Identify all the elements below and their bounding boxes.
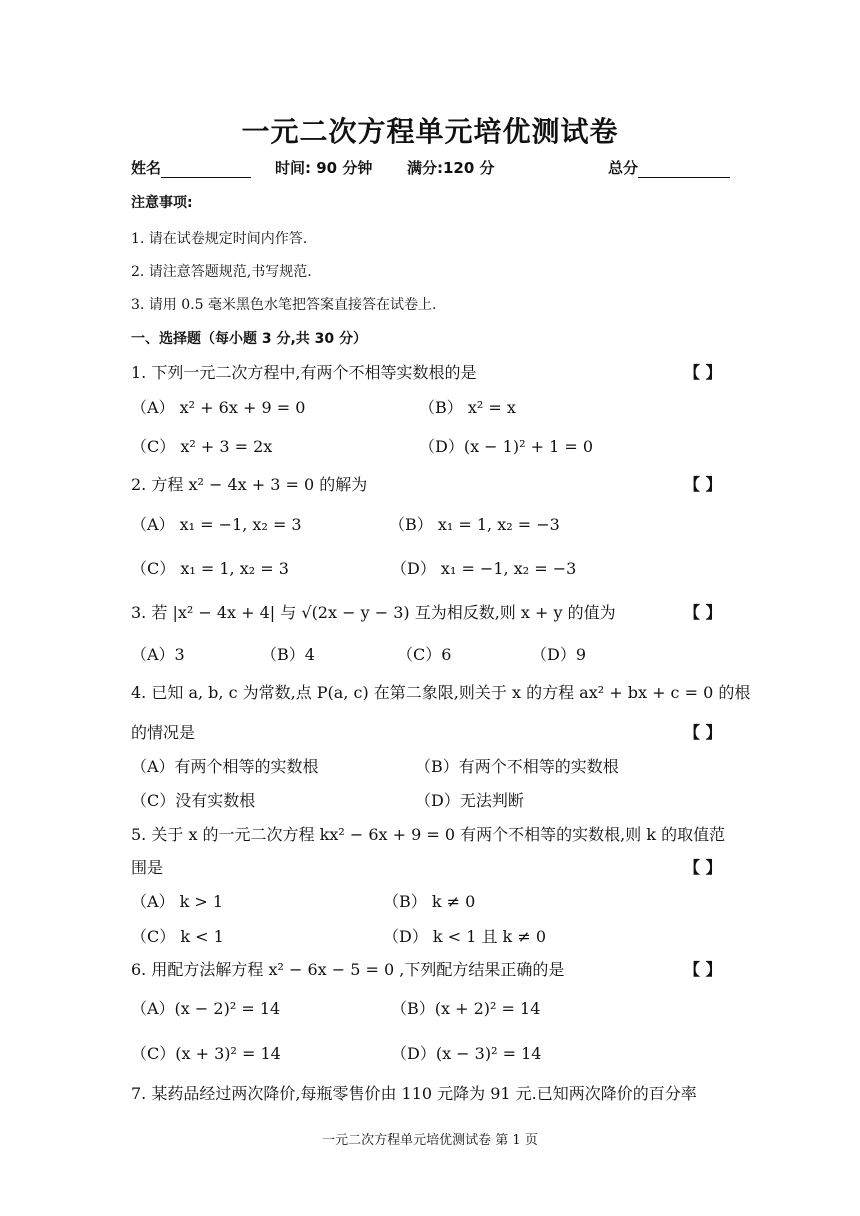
option-d: （D）无法判断 xyxy=(415,791,524,810)
question-stem: 7. 某药品经过两次降价,每瓶零售价由 110 元降为 91 元.已知两次降价的百分率 xyxy=(131,1084,697,1103)
name-field xyxy=(131,157,251,178)
option-a: （A） x² + 6x + 9 = 0 xyxy=(131,398,306,417)
option-a: （A） k > 1 xyxy=(131,892,224,911)
option-b: （B） x₁ = 1, x₂ = −3 xyxy=(389,515,560,534)
question-stem-continued: 的情况是 xyxy=(131,723,196,742)
name-label: 姓名 xyxy=(131,159,162,177)
option-d: （D） x₁ = −1, x₂ = −3 xyxy=(391,559,577,578)
option-d: （D）9 xyxy=(531,645,587,664)
option-c: （C）6 xyxy=(397,645,452,664)
question-stem: 4. 已知 a, b, c 为常数,点 P(a, c) 在第二象限,则关于 x 的方程 ax² + bx + c = 0 的根 xyxy=(131,683,751,702)
question-stem-continued: 围是 xyxy=(131,858,164,877)
option-c: （C）没有实数根 xyxy=(131,791,256,810)
option-b: （B）4 xyxy=(261,645,315,664)
notice-item: 3. 请用 0.5 毫米黑色水笔把答案直接答在试卷上. xyxy=(131,297,437,313)
exam-time: 时间: 90 分钟 xyxy=(275,159,373,177)
page-footer: 一元二次方程单元培优测试卷 第 1 页 xyxy=(322,1133,538,1148)
answer-bracket: 【 】 xyxy=(684,603,722,622)
option-c: （C） k < 1 xyxy=(131,927,224,946)
total-label: 总分 xyxy=(608,159,639,177)
question-stem: 2. 方程 x² − 4x + 3 = 0 的解为 xyxy=(131,475,368,494)
option-b: （B）有两个不相等的实数根 xyxy=(415,757,619,776)
option-a: （A）(x − 2)² = 14 xyxy=(131,999,281,1018)
page-title: 一元二次方程单元培优测试卷 xyxy=(241,115,619,148)
section-heading: 一、选择题（每小题 3 分,共 30 分） xyxy=(131,331,368,347)
full-score: 满分:120 分 xyxy=(407,159,495,177)
answer-bracket: 【 】 xyxy=(684,363,722,382)
notice-heading: 注意事项: xyxy=(131,195,193,211)
option-b: （B） k ≠ 0 xyxy=(383,892,476,911)
option-d: （D）(x − 3)² = 14 xyxy=(391,1044,542,1063)
option-a: （A）3 xyxy=(131,645,185,664)
option-b: （B） x² = x xyxy=(419,398,516,417)
option-c: （C）(x + 3)² = 14 xyxy=(131,1044,281,1063)
option-b: （B）(x + 2)² = 14 xyxy=(391,999,541,1018)
option-a: （A）有两个相等的实数根 xyxy=(131,757,319,776)
total-field xyxy=(608,157,730,178)
question-stem: 1. 下列一元二次方程中,有两个不相等实数根的是 xyxy=(131,363,477,382)
answer-bracket: 【 】 xyxy=(684,723,722,742)
option-d: （D）(x − 1)² + 1 = 0 xyxy=(419,437,594,456)
option-a: （A） x₁ = −1, x₂ = 3 xyxy=(131,515,302,534)
total-blank xyxy=(638,163,730,178)
notice-item: 2. 请注意答题规范,书写规范. xyxy=(131,264,312,280)
answer-bracket: 【 】 xyxy=(684,858,722,877)
question-stem: 3. 若 |x² − 4x + 4| 与 √(2x − y − 3) 互为相反数,则 x + y 的值为 xyxy=(131,603,616,622)
option-c: （C） x₁ = 1, x₂ = 3 xyxy=(131,559,289,578)
option-c: （C） x² + 3 = 2x xyxy=(131,437,273,456)
notice-item: 1. 请在试卷规定时间内作答. xyxy=(131,231,308,247)
question-stem: 5. 关于 x 的一元二次方程 kx² − 6x + 9 = 0 有两个不相等的实数根,则 k 的取值范 xyxy=(131,825,726,844)
answer-bracket: 【 】 xyxy=(684,475,722,494)
name-blank xyxy=(161,163,251,178)
option-d: （D） k < 1 且 k ≠ 0 xyxy=(383,927,546,946)
question-stem: 6. 用配方法解方程 x² − 6x − 5 = 0 ,下列配方结果正确的是 xyxy=(131,960,565,979)
answer-bracket: 【 】 xyxy=(684,960,722,979)
